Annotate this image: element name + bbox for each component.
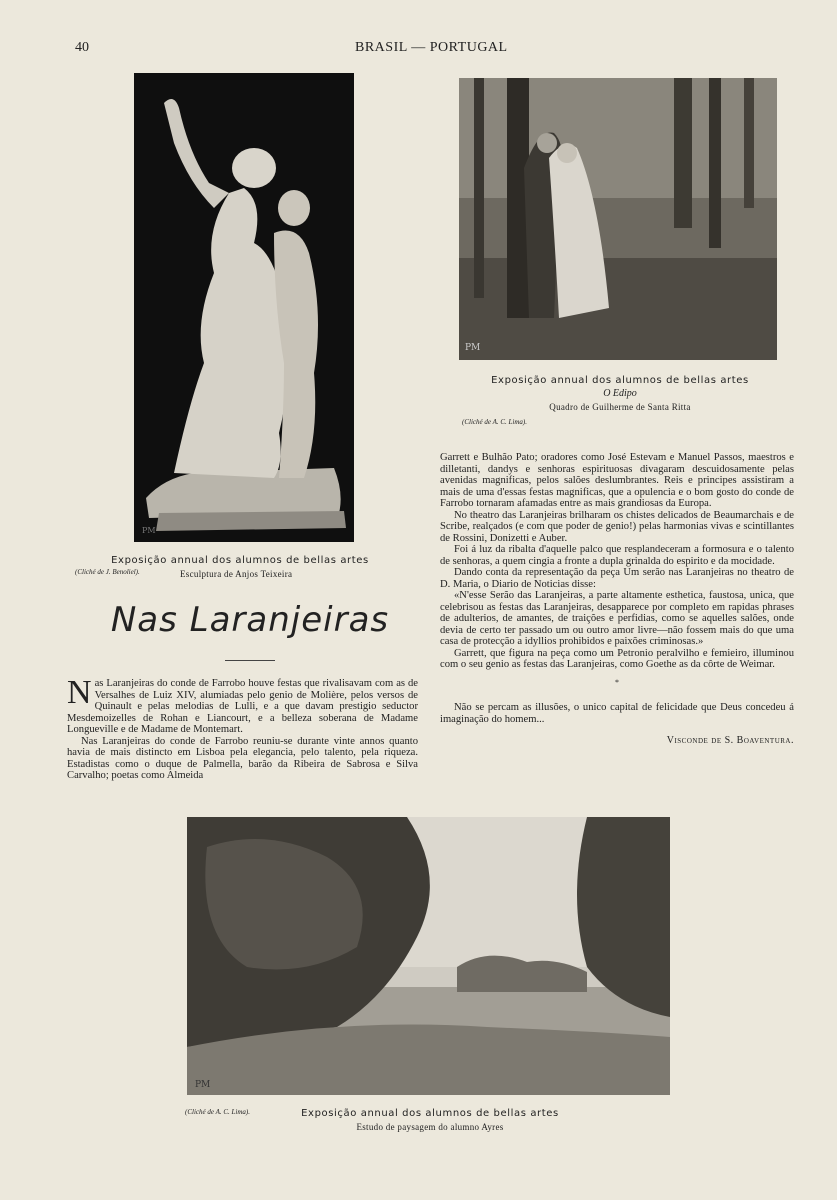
right-paragraph-4: Dando conta da representação da peça Um serão nas Laranjeiras no theatro de D. Maria, o Diario de Noticias disse: [440, 567, 794, 590]
edipo-caption-title: Exposição annual dos alumnos de bellas artes [491, 375, 749, 386]
right-paragraph-6: Garrett, que figura na peça como um Petronio peralvilho e femieiro, illuminou com o seu genio as festas das Laranjeiras, como Goethe as da côrte de Weimar. [440, 647, 794, 670]
title-divider [225, 660, 275, 661]
author-signature: Visconde de S. Boaventura. [666, 735, 794, 746]
right-paragraph-3: Foi á luz da ribalta d'aquelle palco que resplandeceram a formosura e o talento de senhoras, a quem cingia a fronte a dupla grinalda do espirito e da mocidade. [440, 544, 794, 567]
edipo-caption-credit: (Cliché de A. C. Lima). [462, 418, 528, 426]
left-column [67, 674, 418, 782]
article-title: Nas Laranjeiras [110, 600, 390, 640]
landscape-photo [187, 817, 670, 1095]
sculpture-photo [134, 73, 354, 542]
sculpture-image [134, 73, 354, 542]
sculpture-caption-title: Exposição annual dos alumnos de bellas artes [111, 555, 369, 566]
landscape-image [187, 817, 670, 1095]
sculpture-caption-credit: (Cliché de J. Benoliel). [75, 568, 140, 576]
edipo-caption-work: O Edipo [603, 388, 637, 399]
right-paragraph-2: No theatro das Laranjeiras brilharam os chistes delicados de Beaumarchais e de Scribe, realçados (e com que poder de genio!) pelas harmonias vivas e scintillantes de Rossini, Donizetti e Auber. [440, 509, 794, 544]
left-paragraph-1: as Laranjeiras do conde de Farrobo houve festas que rivalisavam com as de Versalhes de Luiz XIV, alumiadas pelo genio de Molière, pelos versos de Quinault e pelas melodias de Lulli, e a que davam prestigio seductor Mesdemoizelles de Rohan e Liancourt, e a belleza soberana de Madame Longueville e de Madame de Montemart. [67, 678, 418, 735]
running-title: BRASIL — PORTUGAL [355, 40, 508, 55]
left-paragraph-2: Nas Laranjeiras do conde de Farrobo reuniu-se durante vinte annos quanto havia de mais distincto em Lisboa pela elegancia, pelo talento, pela riqueza. Estadistas como o duque de Palmella, barão da Ribeira de Sabrosa e Silva Carvalho; poetas como Almeida [67, 735, 418, 781]
right-paragraph-5: «N'esse Serão das Laranjeiras, a parte altamente esthetica, faustosa, unica, que celebrisou as festas das Laranjeiras, desapparece por completo em rapidas phrases de adulterios, de amantes, de traições e perfidias, como se aquelles salões, onde devia de certo ter passado um ou outro amor livre—não fossem mais do que uma casa de protecção a idyllios prohibidos e paixões criminosas.» [440, 590, 794, 647]
section-separator: * [615, 677, 619, 687]
edipo-image [459, 78, 777, 360]
edipo-caption-subtitle: Quadro de Guilherme de Santa Ritta [549, 402, 691, 412]
landscape-caption-title: Exposição annual dos alumnos de bellas artes [301, 1108, 559, 1119]
landscape-monogram: PM [195, 1080, 211, 1090]
page-number: 40 [75, 40, 89, 55]
right-paragraph-7: Não se percam as illusões, o unico capital de felicidade que Deus concedeu á imaginação do homem... [440, 702, 794, 725]
right-paragraph-1: Garrett e Bulhão Pato; oradores como José Estevam e Manuel Passos, maestros e dilletanti, dandys e senhoras espirituosas divagaram descuidosamente pelas avenidas magnificas, pelos salões deslumbrantes. Reis e principes assistiram a mais de uma d'essas festas magnificas, que a opulencia e o bom gosto do conde de Farrobo tornaram afamadas entre as mais grandiosas da Europa. [440, 452, 794, 509]
landscape-caption-subtitle: Estudo de paysagem do alumno Ayres [356, 1122, 504, 1132]
drop-cap: N [67, 674, 92, 711]
landscape-caption-credit: (Cliché de A. C. Lima). [185, 1108, 251, 1116]
sculpture-caption-subtitle: Esculptura de Anjos Teixeira [180, 569, 293, 579]
edipo-painting-photo [459, 78, 777, 360]
edipo-monogram: PM [465, 343, 481, 353]
right-column [440, 452, 794, 747]
sculpture-monogram: PM [142, 526, 156, 535]
